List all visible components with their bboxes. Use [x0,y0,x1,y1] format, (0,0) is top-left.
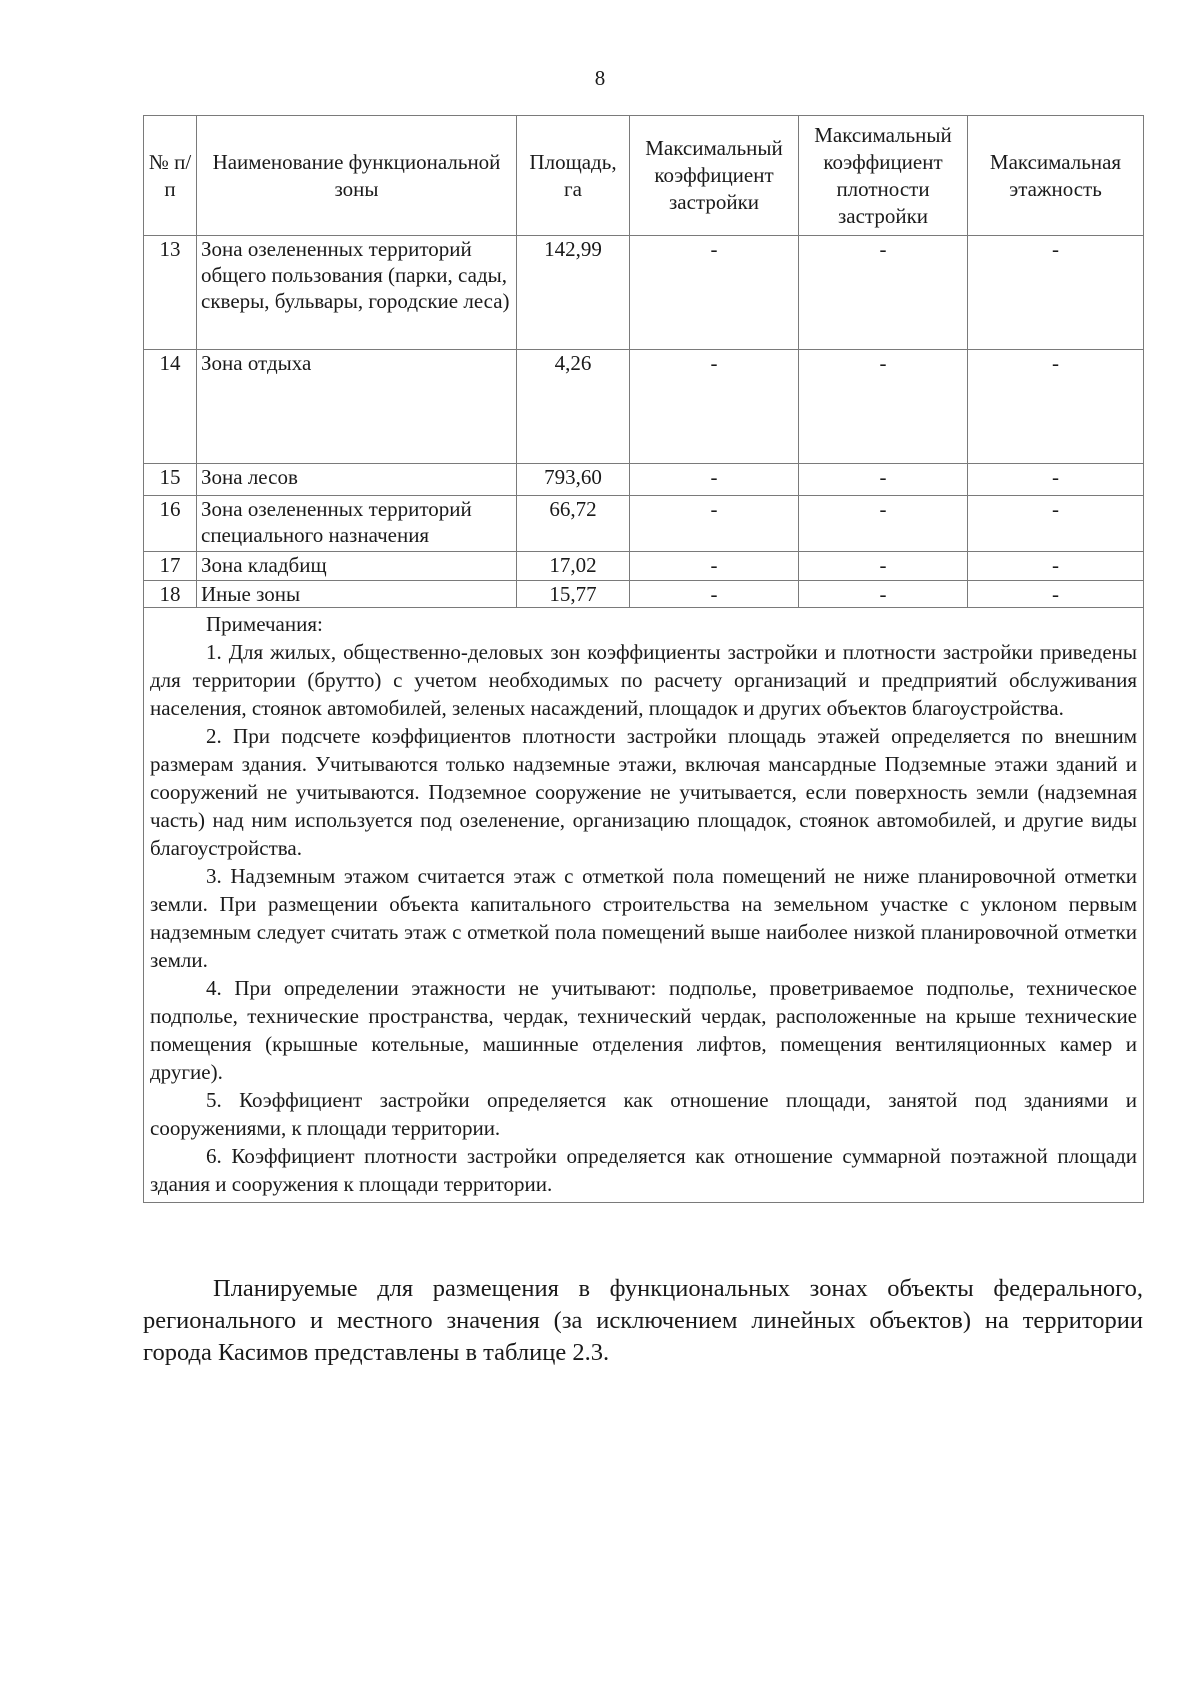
max-density-coef: - [799,236,968,350]
row-number: 14 [144,350,197,464]
max-density-coef: - [799,552,968,581]
max-density-coef: - [799,581,968,608]
zone-area: 66,72 [517,496,630,552]
zone-name: Зона отдыха [197,350,517,464]
table-row [144,496,1144,552]
note-3: 3. Надземным этажом считается этаж с отметкой пола помещений не ниже планировочной отметки земли. При размещении объекта капитального строительства на земельном участке с уклоном первым надземным следует считать этаж с отметкой пола помещений выше наиболее низкой планировочной отметки земли. [150,864,1137,972]
note-2: 2. При подсчете коэффициентов плотности застройки площадь этажей определяется по внешним размерам здания. Учитываются только надземные этажи, включая мансардные Подземные этажи зданий и сооружений не учитываются. Подземное сооружение не учитывается, если поверхность земли (надземная часть) над ним используется под озеленение, организацию площадок, стоянок автомобилей, и другие виды благоустройства. [150,724,1137,860]
table-row [144,581,1144,608]
max-floors: - [968,496,1144,552]
zones-table [143,115,1144,1203]
zone-name: Зона озелененных территорий общего пользования (парки, сады, скверы, бульвары, городские леса) [197,236,517,350]
page-number: 8 [594,66,606,90]
max-density-coef: - [799,496,968,552]
notes-cell [144,608,1144,1203]
row-number: 17 [144,552,197,581]
zone-name: Зона лесов [197,464,517,496]
header-max-build-coef: Максимальный коэффициент застройки [630,116,799,236]
row-number: 15 [144,464,197,496]
zone-area: 17,02 [517,552,630,581]
zone-name: Зона кладбищ [197,552,517,581]
max-floors: - [968,552,1144,581]
zone-area: 15,77 [517,581,630,608]
table-row [144,350,1144,464]
header-max-floors: Максимальная этажность [968,116,1144,236]
max-build-coef: - [630,581,799,608]
zone-name: Иные зоны [197,581,517,608]
note-4: 4. При определении этажности не учитывают: подполье, проветриваемое подполье, техническое подполье, технические пространства, чердак, технический чердак, расположенные на крыше технические помещения (крышные котельные, машинные отделения лифтов, помещения вентиляционных камер и другие). [150,976,1137,1084]
table-row [144,236,1144,350]
header-area: Площадь, га [517,116,630,236]
zone-area: 142,99 [517,236,630,350]
max-build-coef: - [630,464,799,496]
max-floors: - [968,236,1144,350]
row-number: 13 [144,236,197,350]
closing-paragraph: Планируемые для размещения в функциональных зонах объекты федерального, регионального и местного значения (за исключением линейных объектов) на территории города Касимов представлены в таблице 2.3. [143,1274,1143,1366]
note-5: 5. Коэффициент застройки определяется как отношение площади, занятой под зданиями и сооружениями, к площади территории. [150,1088,1137,1140]
row-number: 16 [144,496,197,552]
table-row [144,552,1144,581]
max-density-coef: - [799,350,968,464]
note-6: 6. Коэффициент плотности застройки определяется как отношение суммарной поэтажной площади здания и сооружения к площади территории. [150,1144,1137,1196]
max-floors: - [968,581,1144,608]
max-floors: - [968,350,1144,464]
table-header-row [144,116,1144,236]
max-floors: - [968,464,1144,496]
zone-area: 793,60 [517,464,630,496]
header-number: № п/п [144,116,197,236]
notes-row [144,608,1144,1203]
header-max-density-coef: Максимальный коэффициент плотности застройки [799,116,968,236]
row-number: 18 [144,581,197,608]
max-build-coef: - [630,236,799,350]
header-zone-name: Наименование функциональной зоны [197,116,517,236]
max-density-coef: - [799,464,968,496]
max-build-coef: - [630,350,799,464]
zone-area: 4,26 [517,350,630,464]
max-build-coef: - [630,496,799,552]
note-1: 1. Для жилых, общественно-деловых зон коэффициенты застройки и плотности застройки приведены для территории (брутто) с учетом необходимых по расчету организаций и предприятий обслуживания населения, стоянок автомобилей, зеленых насаждений, площадок и других объектов благоустройства. [150,640,1137,720]
max-build-coef: - [630,552,799,581]
notes-title: Примечания: [206,612,323,636]
zone-name: Зона озелененных территорий специального назначения [197,496,517,552]
table-row [144,464,1144,496]
